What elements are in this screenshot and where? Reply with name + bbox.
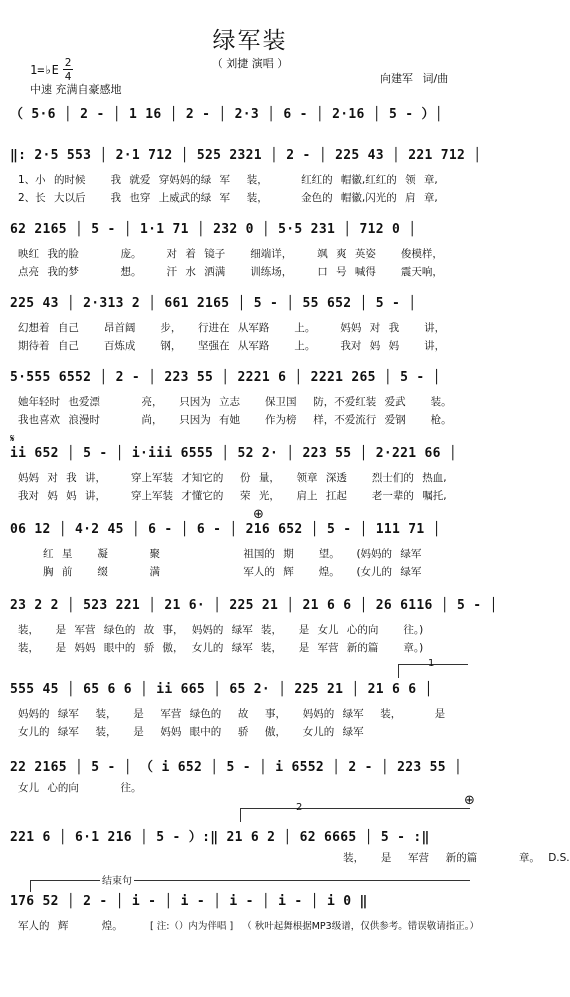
lyric-verse-1: 1、小 的时候 我 就爱 穿妈妈的绿 军 装， 红红的 帽徽,红红的 领 章, xyxy=(18,174,438,186)
ending-phrase-edge xyxy=(30,880,31,892)
lyric-verse-1: 妈妈 对 我 讲， 穿上军装 才知它的 份 量， 领章 深透 烈士们的 热血, xyxy=(18,472,447,484)
performer-credit: （ 刘捷 演唱 ） xyxy=(211,57,289,70)
score-line-notes: 23 2 2 │ 523 221 │ 21 6· │ 225 21 │ 21 6 6 │ 26 6116 │ 5 - │ xyxy=(10,598,498,613)
score-line-notes: 555 45 │ 65 6 6 │ ii 665 │ 65 2· │ 225 21 │ 21 6 6 │ xyxy=(10,682,433,697)
time-signature-bottom: 4 xyxy=(64,70,72,83)
lyric-verse-1: 妈妈的 绿军 装， 是 军营 绿色的 故 事， 妈妈的 绿军 装， 是 xyxy=(18,708,446,720)
lyric-verse-2: 期待着 自己 百炼成 钢， 坚强在 从军路 上。 我对 妈 妈 讲， xyxy=(18,340,446,352)
lyric-verse-1: 军人的 辉 煌。 xyxy=(18,920,123,932)
lyric-verse-2: 点亮 我的梦 想。 汗 水 洒满 训练场， 口 号 喊得 震天响， xyxy=(18,266,443,278)
lyricist-composer: 向建军 词/曲 xyxy=(380,72,449,85)
coda-icon: ⊕ xyxy=(464,793,475,808)
time-signature-top: 2 xyxy=(64,56,72,69)
score-line-notes: （ 5·6 │ 2 - │ 1 16 │ 2 - │ 2·3 │ 6 - │ 2·16 │ 5 - ）│ xyxy=(10,107,443,122)
score-line-notes: 221 6 │ 6·1 216 │ 5 - ）:‖ 21 6 2 │ 62 6665 │ 5 - :‖ xyxy=(10,830,430,845)
volta-1-label: 1 xyxy=(428,658,435,669)
lyric-verse-1: 装， 是 军营 新的篇 章。 D.S. xyxy=(18,852,570,864)
lyric-verse-2: 2、长 大以后 我 也穿 上威武的绿 军 装， 金色的 帽徽,闪光的 肩 章, xyxy=(18,192,438,204)
coda-icon: ⊕ xyxy=(253,507,264,522)
score-line-notes: 225 43 │ 2·313 2 │ 661 2165 │ 5 - │ 55 652 │ 5 - │ xyxy=(10,296,417,311)
transcription-note: [ 注:（）内为伴唱 ] （ 秋叶起舞根据MP3级谱，仅供参考。错误敬请指正。） xyxy=(150,921,479,932)
ending-phrase-line xyxy=(30,880,470,881)
time-signature xyxy=(63,57,73,82)
score-line-notes: 62 2165 │ 5 - │ 1·1 71 │ 232 0 │ 5·5 231 │ 712 0 │ xyxy=(10,222,417,237)
song-title: 绿军装 xyxy=(212,28,288,54)
volta-2-label: 2 xyxy=(296,802,303,813)
lyric-verse-1: 她年轻时 也爱漂 亮， 只因为 立志 保卫国 防，不爱红装 爱武 装。 xyxy=(18,396,452,408)
key-signature: 1=♭E xyxy=(30,63,59,77)
lyric-verse-2: 女儿的 绿军 装， 是 妈妈 眼中的 骄 傲， 女儿的 绿军 xyxy=(18,726,364,738)
score-line-notes: ii 652 │ 5 - │ i·iii 6555 │ 52 2· │ 223 55 │ 2·221 66 │ xyxy=(10,446,457,461)
lyric-verse-1: 映红 我的脸 庞。 对 着 镜子 细端详， 飒 爽 英姿 俊模样， xyxy=(18,248,443,260)
volta-2-bracket-edge xyxy=(240,808,241,822)
lyric-verse-2: 我对 妈 妈 讲， 穿上军装 才懂它的 荣 光， 肩上 扛起 老一辈的 嘱托, xyxy=(18,490,447,502)
lyric-verse-1: 红 星 凝 聚 祖国的 期 望。 (妈妈的 绿军 xyxy=(18,548,422,560)
lyric-verse-1: 幻想着 自己 昂首阔 步， 行进在 从军路 上。 妈妈 对 我 讲， xyxy=(18,322,446,334)
score-line-notes: 06 12 │ 4·2 45 │ 6 - │ 6 - │ 216 652 │ 5 - │ 111 71 │ xyxy=(10,522,441,537)
segno-icon: 𝄋 xyxy=(10,432,15,445)
score-line-notes: 176 52 │ 2 - │ i - │ i - │ i - │ i - │ i 0 ‖ xyxy=(10,894,368,909)
volta-2-bracket xyxy=(240,808,470,809)
score-line-notes: ‖: 2·5 553 │ 2·1 712 │ 525 2321 │ 2 - │ 225 43 │ 221 712 │ xyxy=(10,148,482,163)
lyric-verse-2: 胸 前 缀 满 军人的 辉 煌。 (女儿的 绿军 xyxy=(18,566,422,578)
ending-phrase-label: 结束句 xyxy=(100,872,134,887)
score-line-notes: 5·555 6552 │ 2 - │ 223 55 │ 2221 6 │ 2221 265 │ 5 - │ xyxy=(10,370,441,385)
volta-1-bracket-edge xyxy=(398,664,399,678)
lyric-verse-1: 女儿 心的向 往。 xyxy=(18,782,142,794)
lyric-verse-2: 装， 是 妈妈 眼中的 骄 傲， 女儿的 绿军 装， 是 军营 新的篇 章。) xyxy=(18,642,424,654)
lyric-verse-1: 装， 是 军营 绿色的 故 事， 妈妈的 绿军 装， 是 女儿 心的向 往。) xyxy=(18,624,424,636)
lyric-verse-2: 我也喜欢 浪漫时 尚， 只因为 有她 作为榜 样，不爱流行 爱钢 枪。 xyxy=(18,414,452,426)
tempo-marking: 中速 充满自豪感地 xyxy=(30,83,122,96)
score-line-notes: 22 2165 │ 5 - │ （ i 652 │ 5 - │ i 6552 │ 2 - │ 223 55 │ xyxy=(10,760,463,775)
